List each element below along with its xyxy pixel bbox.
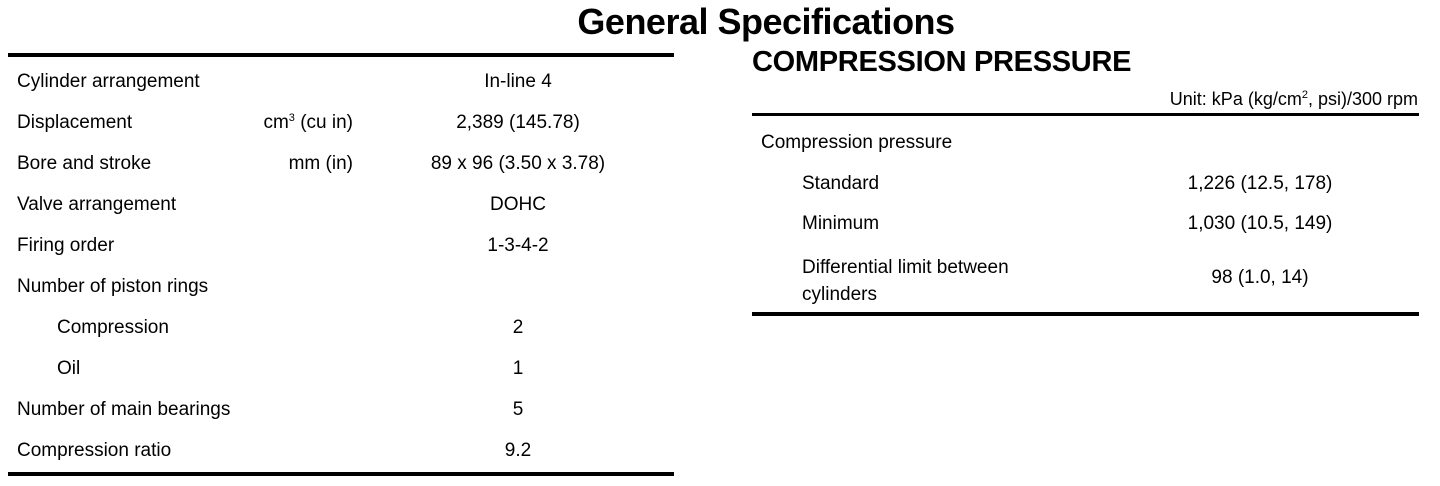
spec-label: Compression ratio [17, 440, 172, 461]
pressure-value: 98 (1.0, 14) [1211, 267, 1309, 288]
spec-unit: $cm^3$ (cu in) [263, 112, 353, 133]
pressure-row-differential [740, 266, 1430, 290]
spec-label: Bore and stroke [17, 153, 152, 174]
page-title: General Specifications [577, 1, 955, 42]
spec-value: 2,389 (145.78) [456, 112, 580, 133]
spec-value: 89 x 96 (3.50 x 3.78) [430, 153, 606, 174]
spec-row-oil-rings [0, 357, 700, 381]
spec-label: Valve arrangement [17, 194, 177, 215]
spec-value: 1-3-4-2 [487, 235, 549, 256]
pressure-value: 1,226 (12.5, 178) [1187, 173, 1333, 194]
spec-row-bore-and-stroke [0, 152, 700, 176]
spec-value: 5 [512, 399, 524, 420]
spec-value: 2 [512, 317, 524, 338]
spec-row-compression-rings [0, 316, 700, 340]
table-top-rule [752, 113, 1419, 116]
pressure-label: Standard [802, 173, 880, 194]
spec-value: 9.2 [504, 440, 532, 461]
spec-value: DOHC [490, 194, 546, 215]
group-label-row [740, 131, 1430, 155]
table-top-rule [8, 53, 674, 57]
spec-row-number-of-piston-rings [0, 275, 700, 299]
spec-unit: mm (in) [288, 153, 353, 174]
spec-label: Compression [57, 317, 169, 338]
table-bottom-rule [8, 472, 674, 476]
pressure-value: 1,030 (10.5, 149) [1187, 213, 1333, 234]
pressure-label-differential: Differential limit between cylinders [802, 257, 1009, 305]
spec-row-firing-order [0, 234, 700, 258]
spec-row-cylinder-arrangement [0, 70, 700, 94]
unit-note: Unit: kPa ($kg/cm^2$, psi)/300 rpm [1169, 89, 1418, 109]
spec-label: Firing order [17, 235, 115, 256]
spec-value: In-line 4 [484, 71, 552, 92]
pressure-row-standard [740, 172, 1430, 196]
spec-row-main-bearings [0, 398, 700, 422]
section-title: COMPRESSION PRESSURE [752, 46, 1132, 78]
table-bottom-rule [752, 312, 1419, 316]
spec-label: Number of main bearings [17, 399, 231, 420]
spec-label: Oil [57, 358, 81, 379]
spec-label: Number of piston rings [17, 276, 209, 297]
spec-value: 1 [512, 358, 524, 379]
pressure-row-minimum [740, 212, 1430, 236]
spec-label: Cylinder arrangement [17, 71, 200, 92]
group-label: Compression pressure [761, 132, 953, 153]
spec-label: Displacement [17, 112, 133, 133]
spec-row-valve-arrangement [0, 193, 700, 217]
pressure-label: Minimum [802, 213, 880, 234]
spec-row-compression-ratio [0, 439, 700, 463]
spec-row-displacement [0, 111, 700, 135]
